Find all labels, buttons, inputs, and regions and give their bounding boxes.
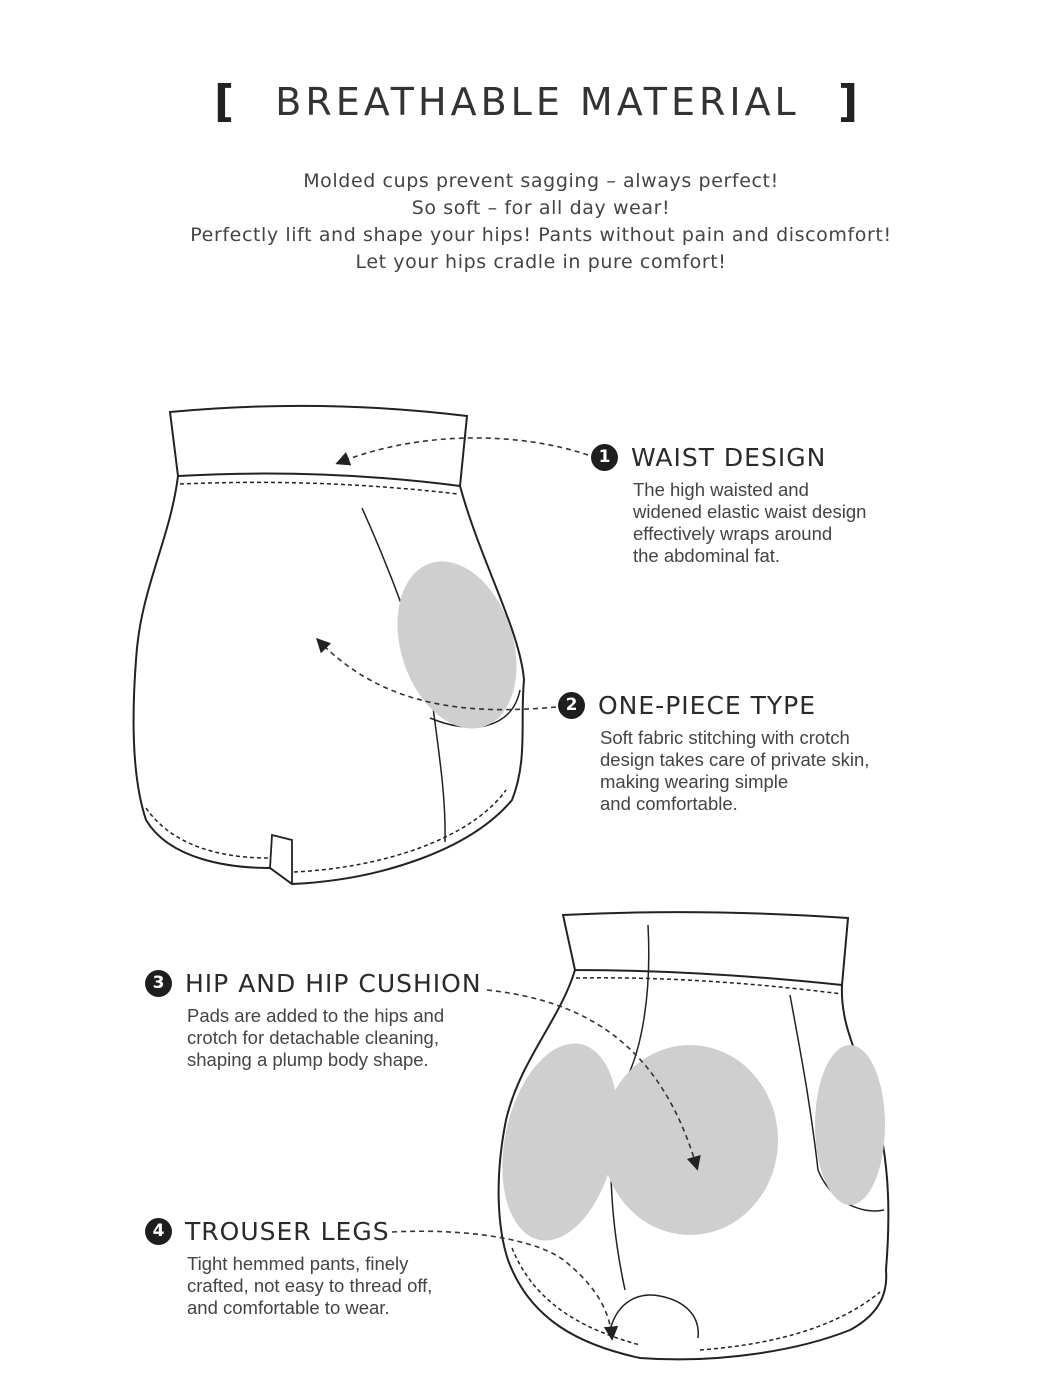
feature-description: [187, 1253, 432, 1319]
feature-title: HIP AND HIP CUSHION: [185, 968, 482, 998]
crotch-gusset: [610, 1295, 698, 1338]
feature-one-piece-type: [558, 688, 869, 815]
feature-title: ONE-PIECE TYPE: [598, 690, 817, 720]
feature-number-badge: 3: [145, 970, 172, 997]
intro-line: So soft – for all day wear!: [411, 197, 671, 219]
description-line: design takes care of private skin,: [600, 749, 870, 770]
back-waistband-outline: [563, 912, 848, 985]
title-bracket-right: ]: [838, 76, 859, 127]
back-right-hip-pad: [815, 1045, 885, 1205]
feature-title: TROUSER LEGS: [185, 1216, 390, 1246]
title-bracket-left: [: [214, 76, 235, 127]
intro-line: Perfectly lift and shape your hips! Pants without pain and discomfort!: [190, 224, 892, 246]
description-line: crotch for detachable cleaning,: [187, 1027, 439, 1048]
front-waistband-outline: [170, 406, 467, 486]
feature-number-badge: 1: [591, 444, 618, 471]
front-hem-stitch: [146, 790, 506, 872]
feature-title: WAIST DESIGN: [631, 442, 827, 472]
intro-line: Let your hips cradle in pure comfort!: [355, 251, 727, 273]
intro-line: Molded cups prevent sagging – always perfect!: [303, 170, 779, 192]
feature-number-badge: 4: [145, 1218, 172, 1245]
description-line: The high waisted and: [633, 479, 809, 500]
description-line: Soft fabric stitching with crotch: [600, 727, 850, 748]
description-line: effectively wraps around: [633, 523, 833, 544]
description-line: and comfortable.: [600, 793, 738, 814]
description-line: Pads are added to the hips and: [187, 1005, 445, 1026]
feature-description: [187, 1005, 482, 1071]
feature-description: [633, 479, 866, 567]
page-title: BREATHABLE MATERIAL: [275, 80, 800, 124]
description-line: widened elastic waist design: [633, 501, 867, 522]
description-line: shaping a plump body shape.: [187, 1049, 429, 1070]
feature-number-badge: 2: [558, 692, 585, 719]
back-center-hip-pad: [602, 1045, 778, 1235]
front-hip-pad: [377, 546, 537, 744]
description-line: Tight hemmed pants, finely: [187, 1253, 409, 1274]
feature-hip-cushion: [145, 966, 482, 1071]
feature-description: [600, 727, 869, 815]
description-line: making wearing simple: [600, 771, 789, 792]
description-line: the abdominal fat.: [633, 545, 781, 566]
description-line: crafted, not easy to thread off,: [187, 1275, 433, 1296]
description-line: and comfortable to wear.: [187, 1297, 390, 1318]
front-waistband-stitch: [180, 482, 458, 494]
feature-trouser-legs: [145, 1214, 432, 1319]
feature-waist-design: [591, 440, 866, 567]
